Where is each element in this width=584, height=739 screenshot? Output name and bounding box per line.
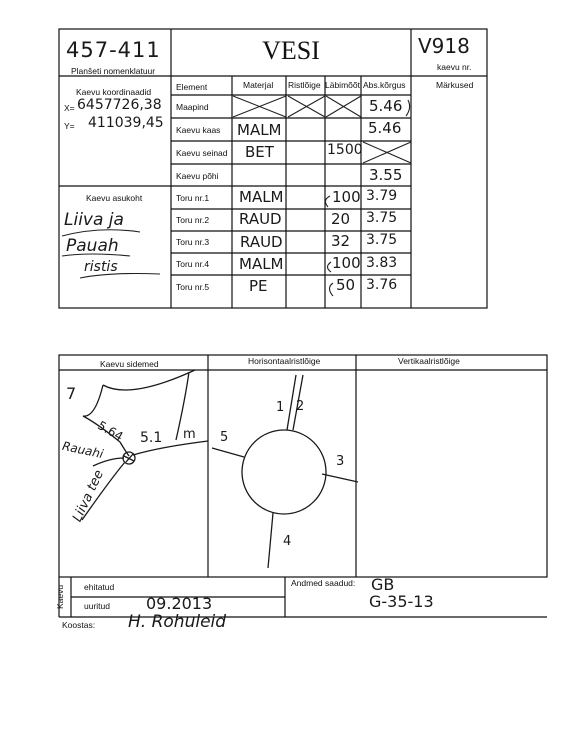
row-diameter: 100: [332, 188, 361, 206]
data-source-value-1: GB: [371, 575, 395, 594]
horizontal-section-label: Horisontaalristlõige: [248, 356, 321, 366]
map-label-7: 7: [66, 384, 77, 403]
row-material: RAUD: [240, 233, 283, 251]
header-section: Ristlõige: [288, 80, 321, 90]
row-diameter: 32: [331, 232, 351, 250]
row-element: Kaevu kaas: [176, 125, 221, 135]
row-abs-height: 5.46: [369, 97, 403, 115]
compiled-label: Koostas:: [62, 620, 96, 630]
pipe-label-4: 4: [283, 534, 292, 549]
well-number-label: kaevu nr.: [437, 62, 472, 72]
row-material: MALM: [239, 255, 284, 273]
row-diameter: 1500: [327, 142, 363, 158]
row-material: MALM: [239, 188, 284, 206]
pipe-label-2: 2: [296, 399, 305, 414]
map-label-564: 5.64: [95, 418, 126, 444]
measured-value: 09.2013: [146, 594, 213, 613]
sheet-number: 457-411: [66, 38, 161, 62]
row-element: Kaevu seinad: [176, 148, 228, 158]
row-material: PE: [249, 277, 268, 295]
row-element: Toru nr.5: [176, 282, 210, 292]
measured-label: uuritud: [84, 601, 110, 611]
map-label-51: 5.1: [140, 430, 163, 446]
map-label-m: m: [183, 427, 196, 442]
row-material: RAUD: [239, 210, 282, 228]
coordinate-y-prefix: Y=: [64, 121, 75, 131]
row-element: Toru nr.1: [176, 193, 210, 203]
row-abs-height: 3.55: [369, 166, 403, 184]
built-label: ehitatud: [84, 582, 115, 592]
header-material: Materjal: [243, 80, 274, 90]
coordinate-x-value: 6457726,38: [77, 97, 162, 113]
row-abs-height: 3.79: [366, 188, 398, 204]
row-abs-height: 5.46: [368, 119, 402, 137]
vertical-section-label: Vertikaalristlõige: [398, 356, 460, 366]
well-number: V918: [418, 34, 470, 58]
data-source-value-2: G-35-13: [369, 592, 434, 611]
pipe-label-5: 5: [220, 430, 229, 445]
row-element: Toru nr.4: [176, 259, 210, 269]
row-element: Toru nr.2: [176, 215, 210, 225]
row-abs-height: 3.76: [366, 277, 398, 293]
map-street-2: Liiva tee: [70, 467, 107, 525]
location-line-2: Pauah: [66, 236, 119, 256]
row-element: Toru nr.3: [176, 237, 210, 247]
pipe-label-1: 1: [276, 400, 285, 415]
row-diameter: 50: [336, 276, 356, 294]
location-label: Kaevu asukoht: [86, 193, 143, 203]
location-line-1: Liiva ja: [64, 210, 124, 230]
header-diameter: Läbimõõt: [325, 80, 360, 90]
document-title: VESI: [262, 36, 320, 65]
row-element: Kaevu põhi: [176, 171, 219, 181]
header-notes: Märkused: [436, 80, 474, 90]
map-street-1: Rauahi: [60, 438, 105, 462]
connections-label: Kaevu sidemed: [100, 359, 159, 369]
row-diameter: 100: [332, 254, 361, 272]
row-abs-height: 3.83: [366, 255, 398, 271]
compiled-signature: H. Rohuleid: [128, 612, 227, 632]
row-material: MALM: [237, 121, 282, 139]
data-source-label: Andmed saadud:: [291, 578, 356, 588]
header-element: Element: [176, 82, 208, 92]
coordinate-y-value: 411039,45: [88, 115, 164, 131]
row-abs-height: 3.75: [366, 232, 398, 248]
coordinates-label: Kaevu koordinaadid: [76, 87, 152, 97]
header-abs-height: Abs.kõrgus: [363, 80, 406, 90]
row-material: BET: [245, 143, 274, 161]
location-line-3: ristis: [84, 259, 118, 275]
row-abs-height: 3.75: [366, 210, 398, 226]
sheet-label: Planšeti nomenklatuur: [71, 66, 156, 76]
row-diameter: 20: [331, 210, 351, 228]
footer-side-label: Kaevu: [55, 584, 66, 610]
pipe-label-3: 3: [336, 454, 345, 469]
row-element: Maapind: [176, 102, 209, 112]
coordinate-x-prefix: X=: [64, 103, 75, 113]
